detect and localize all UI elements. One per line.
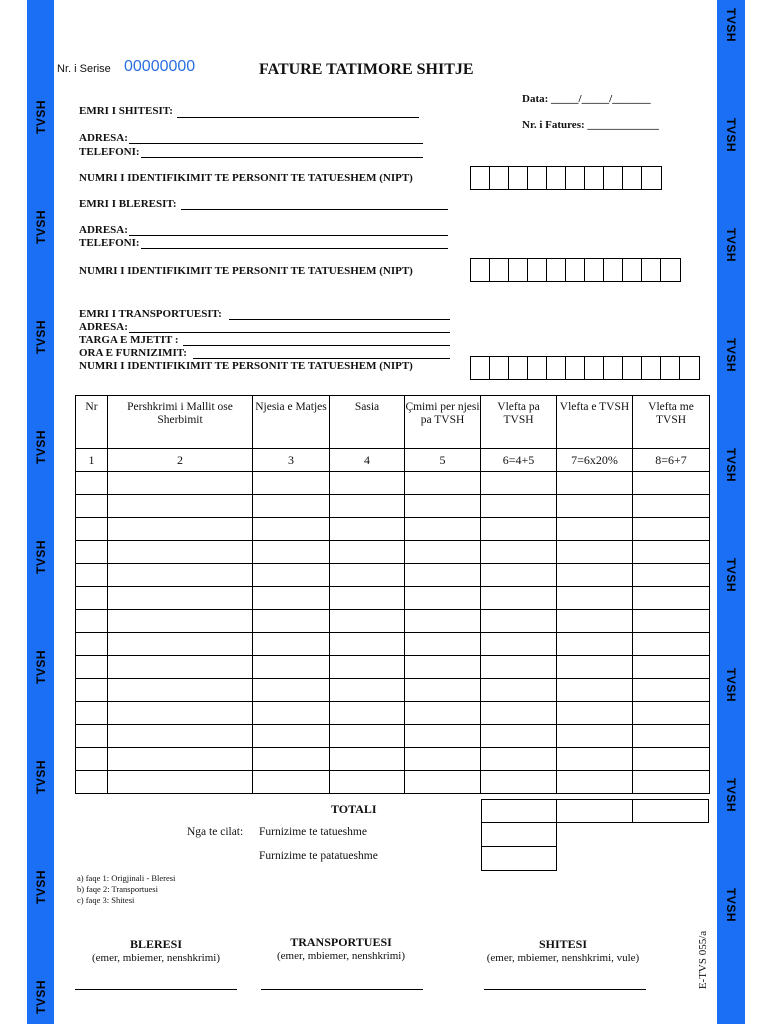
table-cell[interactable] [108, 587, 253, 610]
table-cell[interactable] [481, 495, 557, 518]
table-row [76, 702, 710, 725]
tvsh-side-label: TVSH [724, 7, 738, 43]
column-header: Vlefta e TVSH [557, 396, 633, 449]
table-row [76, 564, 710, 587]
buyer-address-field[interactable] [129, 235, 448, 236]
table-cell[interactable] [330, 702, 405, 725]
tvsh-side-label: TVSH [34, 649, 48, 685]
table-cell[interactable] [557, 748, 633, 771]
column-number: 6=4+5 [481, 449, 557, 472]
table-cell[interactable] [405, 610, 481, 633]
buyer-nipt-label: NUMRI I IDENTIFIKIMIT TE PERSONIT TE TATUESHEM (NIPT) [79, 265, 413, 277]
buyer-signature-line[interactable] [75, 989, 237, 990]
seller-name-field[interactable] [177, 117, 419, 118]
table-row [76, 656, 710, 679]
buyer-phone-field[interactable] [141, 248, 448, 249]
buyer-name-label: EMRI I BLERESIT: [79, 198, 177, 210]
seller-phone-label: TELEFONI: [79, 146, 140, 158]
tvsh-side-label: TVSH [724, 667, 738, 703]
table-cell[interactable] [633, 610, 710, 633]
table-cell[interactable] [405, 771, 481, 794]
table-cell[interactable] [481, 587, 557, 610]
of-which-label: Nga te cilat: [187, 826, 244, 838]
table-cell[interactable] [253, 472, 330, 495]
transporter-address-field[interactable] [129, 332, 450, 333]
non-taxable-supplies-label: Furnizime te patatueshme [259, 850, 378, 862]
table-cell[interactable] [76, 633, 108, 656]
table-cell[interactable] [76, 679, 108, 702]
table-row [76, 725, 710, 748]
table-cell[interactable] [76, 564, 108, 587]
table-cell[interactable] [253, 564, 330, 587]
table-cell[interactable] [481, 702, 557, 725]
table-cell[interactable] [633, 541, 710, 564]
table-cell[interactable] [253, 748, 330, 771]
tvsh-side-label: TVSH [34, 319, 48, 355]
table-cell[interactable] [330, 771, 405, 794]
table-cell[interactable] [481, 633, 557, 656]
tvsh-side-label: TVSH [34, 539, 48, 575]
page-title: FATURE TATIMORE SHITJE [259, 61, 474, 78]
table-cell[interactable] [405, 541, 481, 564]
transporter-signature-block [259, 935, 423, 962]
transporter-signature-line[interactable] [261, 989, 423, 990]
copy-line: a) faqe 1: Origjinali - Bleresi [77, 873, 176, 883]
table-cell[interactable] [76, 725, 108, 748]
invoice-table [75, 395, 710, 794]
table-cell[interactable] [557, 564, 633, 587]
table-cell[interactable] [557, 679, 633, 702]
table-cell[interactable] [405, 587, 481, 610]
table-cell[interactable] [330, 656, 405, 679]
taxable-supplies-label: Furnizime te tatueshme [259, 826, 367, 838]
tvsh-side-label: TVSH [34, 429, 48, 465]
table-cell[interactable] [481, 679, 557, 702]
table-cell[interactable] [633, 725, 710, 748]
table-cell[interactable] [557, 771, 633, 794]
table-cell[interactable] [253, 587, 330, 610]
table-cell[interactable] [481, 472, 557, 495]
table-cell[interactable] [76, 518, 108, 541]
table-cell[interactable] [557, 656, 633, 679]
table-cell[interactable] [76, 748, 108, 771]
seller-address-field[interactable] [129, 143, 423, 144]
serial-label: Nr. i Serise [57, 63, 111, 75]
table-cell[interactable] [330, 518, 405, 541]
table-cell[interactable] [108, 633, 253, 656]
signature-subtitle: (emer, mbiemer, nenshkrimi) [276, 950, 406, 962]
table-cell[interactable] [557, 518, 633, 541]
table-cell[interactable] [330, 587, 405, 610]
supply-time-field[interactable] [193, 358, 450, 359]
copy-line: b) faqe 2: Transportuesi [77, 884, 158, 894]
tvsh-side-label: TVSH [724, 337, 738, 373]
table-cell[interactable] [253, 518, 330, 541]
column-header: Sasia [330, 396, 405, 449]
buyer-phone-label: TELEFONI: [79, 237, 140, 249]
table-cell[interactable] [108, 702, 253, 725]
table-row [76, 518, 710, 541]
table-row [76, 472, 710, 495]
table-cell[interactable] [633, 472, 710, 495]
column-header: Çmimi per njesi pa TVSH [405, 396, 481, 449]
table-row [76, 679, 710, 702]
table-row [76, 587, 710, 610]
table-cell[interactable] [330, 748, 405, 771]
column-number: 4 [330, 449, 405, 472]
tvsh-side-label: TVSH [34, 759, 48, 795]
table-cell[interactable] [253, 725, 330, 748]
table-body [76, 472, 710, 794]
table-header-row [76, 396, 710, 449]
table-cell[interactable] [633, 702, 710, 725]
table-cell[interactable] [633, 587, 710, 610]
column-header: Nr [76, 396, 108, 449]
totals-label: TOTALI [331, 802, 377, 816]
table-cell[interactable] [405, 495, 481, 518]
seller-phone-field[interactable] [141, 157, 423, 158]
table-cell[interactable] [253, 656, 330, 679]
table-cell[interactable] [330, 679, 405, 702]
serial-number: 00000000 [124, 58, 196, 75]
signature-title: TRANSPORTUESI [290, 935, 392, 949]
table-cell[interactable] [481, 564, 557, 587]
column-header: Pershkrimi i Mallit ose Sherbimit [108, 396, 253, 449]
column-number: 7=6x20% [557, 449, 633, 472]
signature-title: SHITESI [538, 937, 588, 951]
table-cell[interactable] [108, 748, 253, 771]
column-number-row [76, 449, 710, 472]
copies-note [77, 873, 175, 906]
table-cell[interactable] [557, 495, 633, 518]
table-cell[interactable] [108, 564, 253, 587]
form-code: E-TVS 055/a [697, 930, 709, 990]
transporter-name-field[interactable] [229, 319, 450, 320]
table-cell[interactable] [108, 495, 253, 518]
table-row [76, 541, 710, 564]
tvsh-side-label: TVSH [724, 227, 738, 263]
table-cell[interactable] [405, 472, 481, 495]
table-cell[interactable] [76, 771, 108, 794]
seller-signature-block [470, 937, 656, 964]
table-cell[interactable] [330, 610, 405, 633]
buyer-name-field[interactable] [181, 209, 448, 210]
total-vat-box[interactable] [556, 799, 633, 823]
table-cell[interactable] [481, 610, 557, 633]
vehicle-plate-field[interactable] [183, 345, 450, 346]
table-cell[interactable] [405, 518, 481, 541]
column-number: 8=6+7 [633, 449, 710, 472]
table-cell[interactable] [108, 541, 253, 564]
table-cell[interactable] [405, 702, 481, 725]
seller-address-label: ADRESA: [79, 132, 128, 144]
tvsh-side-label: TVSH [724, 447, 738, 483]
seller-name-label: EMRI I SHITESIT: [79, 105, 173, 117]
table-cell[interactable] [557, 725, 633, 748]
table-cell[interactable] [76, 472, 108, 495]
copy-line: c) faqe 3: Shitesi [77, 895, 135, 905]
table-row [76, 633, 710, 656]
column-number: 3 [253, 449, 330, 472]
table-cell[interactable] [405, 633, 481, 656]
seller-nipt-boxes[interactable] [470, 166, 662, 190]
table-cell[interactable] [633, 679, 710, 702]
table-cell[interactable] [481, 725, 557, 748]
table-cell[interactable] [76, 610, 108, 633]
table-cell[interactable] [481, 748, 557, 771]
table-cell[interactable] [76, 702, 108, 725]
table-cell[interactable] [76, 587, 108, 610]
column-number: 5 [405, 449, 481, 472]
table-cell[interactable] [557, 702, 633, 725]
table-cell[interactable] [330, 472, 405, 495]
seller-nipt-label: NUMRI I IDENTIFIKIMIT TE PERSONIT TE TATUESHEM (NIPT) [79, 172, 413, 184]
table-cell[interactable] [253, 495, 330, 518]
table-cell[interactable] [405, 748, 481, 771]
table-cell[interactable] [253, 610, 330, 633]
table-cell[interactable] [330, 633, 405, 656]
table-row [76, 771, 710, 794]
table-cell[interactable] [108, 725, 253, 748]
signature-title: BLERESI [129, 937, 183, 951]
column-header: Njesia e Matjes [253, 396, 330, 449]
invoice-number-field[interactable]: Nr. i Fatures: _____________ [522, 119, 659, 131]
signature-subtitle: (emer, mbiemer, nenshkrimi, vule) [486, 952, 640, 964]
table-cell[interactable] [253, 679, 330, 702]
table-cell[interactable] [405, 725, 481, 748]
column-header: Vlefta me TVSH [633, 396, 710, 449]
tvsh-side-label: TVSH [724, 557, 738, 593]
buyer-nipt-boxes[interactable] [470, 258, 681, 282]
transporter-name-label: EMRI I TRANSPORTUESIT: [79, 308, 222, 320]
table-cell[interactable] [76, 541, 108, 564]
total-value-box[interactable] [481, 799, 557, 823]
table-row [76, 495, 710, 518]
non-taxable-supplies-box[interactable] [481, 846, 557, 871]
table-cell[interactable] [108, 771, 253, 794]
table-cell[interactable] [330, 495, 405, 518]
table-cell[interactable] [481, 771, 557, 794]
table-cell[interactable] [481, 518, 557, 541]
table-cell[interactable] [108, 518, 253, 541]
supply-time-label: ORA E FURNIZIMIT: [79, 347, 187, 359]
table-cell[interactable] [253, 541, 330, 564]
table-cell[interactable] [557, 541, 633, 564]
table-cell[interactable] [633, 564, 710, 587]
seller-signature-line[interactable] [484, 989, 646, 990]
table-cell[interactable] [108, 656, 253, 679]
tvsh-side-label: TVSH [34, 209, 48, 245]
table-cell[interactable] [253, 702, 330, 725]
table-cell[interactable] [481, 656, 557, 679]
column-number: 1 [76, 449, 108, 472]
table-cell[interactable] [633, 656, 710, 679]
column-header: Vlefta pa TVSH [481, 396, 557, 449]
table-cell[interactable] [633, 518, 710, 541]
table-cell[interactable] [405, 564, 481, 587]
table-row [76, 610, 710, 633]
tvsh-side-label: TVSH [724, 777, 738, 813]
table-cell[interactable] [253, 633, 330, 656]
table-cell[interactable] [330, 725, 405, 748]
taxable-supplies-box[interactable] [481, 822, 557, 847]
transporter-nipt-boxes[interactable] [470, 356, 700, 380]
table-cell[interactable] [557, 472, 633, 495]
table-cell[interactable] [108, 679, 253, 702]
table-cell[interactable] [330, 564, 405, 587]
table-cell[interactable] [253, 771, 330, 794]
table-cell[interactable] [633, 633, 710, 656]
signature-subtitle: (emer, mbiemer, nenshkrimi) [91, 952, 221, 964]
tvsh-side-label: TVSH [34, 869, 48, 905]
table-cell[interactable] [633, 495, 710, 518]
table-cell[interactable] [405, 656, 481, 679]
table-cell[interactable] [557, 633, 633, 656]
table-cell[interactable] [633, 771, 710, 794]
table-cell[interactable] [557, 587, 633, 610]
tvsh-side-label: TVSH [34, 979, 48, 1015]
table-cell[interactable] [108, 472, 253, 495]
table-cell[interactable] [330, 541, 405, 564]
buyer-address-label: ADRESA: [79, 224, 128, 236]
tvsh-side-label: TVSH [724, 117, 738, 153]
table-row [76, 748, 710, 771]
table-cell[interactable] [481, 541, 557, 564]
table-cell[interactable] [557, 610, 633, 633]
transporter-nipt-label: NUMRI I IDENTIFIKIMIT TE PERSONIT TE TATUESHEM (NIPT) [79, 360, 413, 372]
table-cell[interactable] [633, 748, 710, 771]
tvsh-side-label: TVSH [724, 887, 738, 923]
vehicle-plate-label: TARGA E MJETIT : [79, 334, 179, 346]
total-with-vat-box[interactable] [632, 799, 709, 823]
column-number: 2 [108, 449, 253, 472]
tvsh-side-label: TVSH [34, 99, 48, 135]
table-cell[interactable] [108, 610, 253, 633]
date-field[interactable]: Data: _____/_____/_______ [522, 93, 651, 105]
table-cell[interactable] [76, 656, 108, 679]
right-side-bar [717, 0, 745, 1024]
table-cell[interactable] [76, 495, 108, 518]
transporter-address-label: ADRESA: [79, 321, 128, 333]
buyer-signature-block [75, 937, 237, 964]
table-cell[interactable] [405, 679, 481, 702]
